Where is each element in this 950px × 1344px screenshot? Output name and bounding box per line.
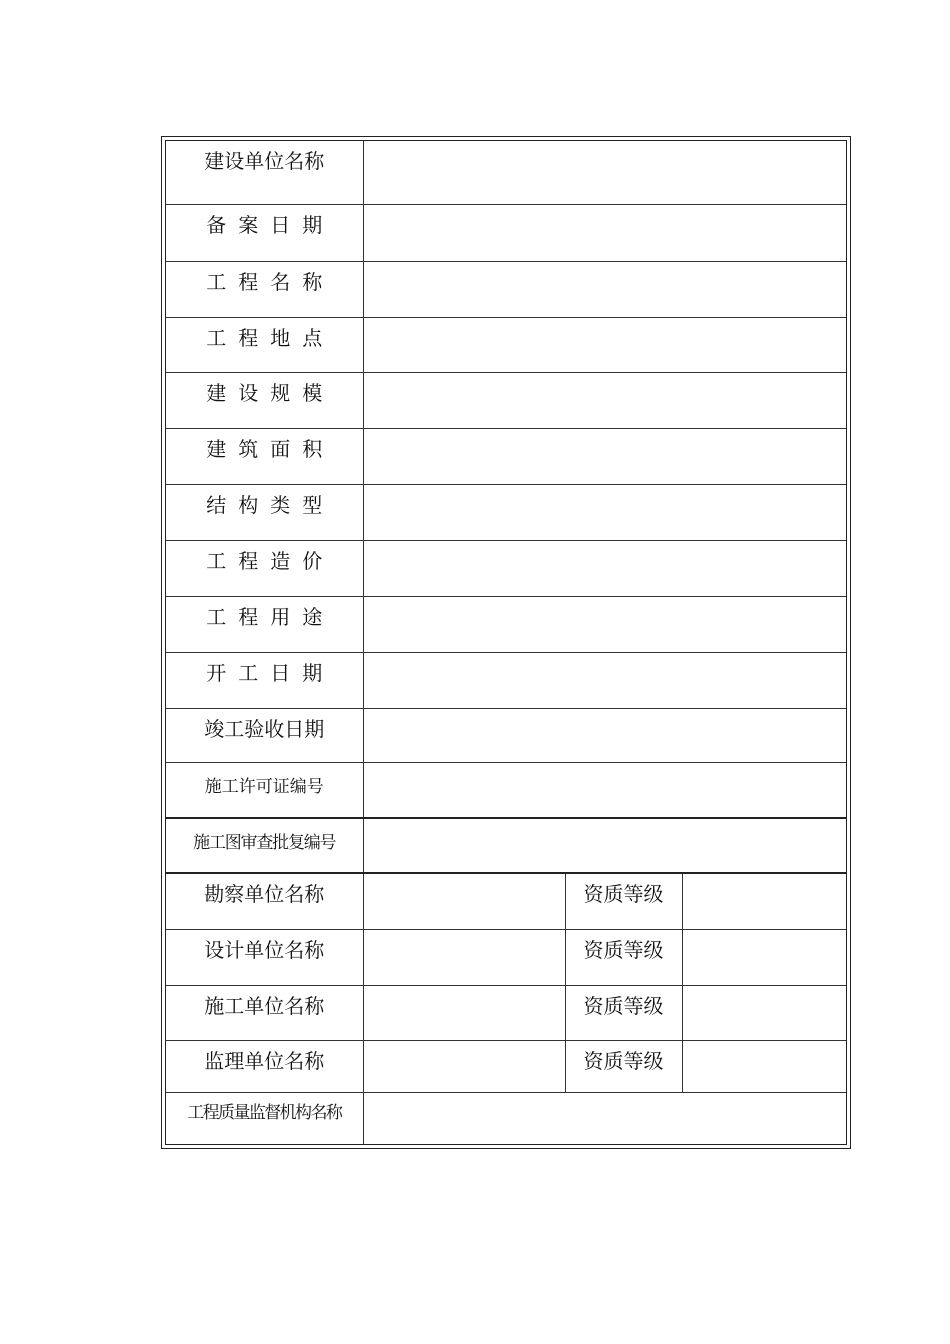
row-permit-number <box>166 762 846 818</box>
row-start-date <box>166 652 846 708</box>
row-builder-unit <box>166 985 846 1040</box>
row-drawing-review-number <box>166 818 846 873</box>
row-project-location <box>166 317 846 372</box>
label-supervisor-unit: 监理单位名称 <box>166 1040 363 1092</box>
value-design-qualification[interactable] <box>682 929 846 985</box>
label-permit-number: 施工许可证编号 <box>166 762 363 818</box>
value-builder-qualification[interactable] <box>682 985 846 1040</box>
label-builder-unit: 施工单位名称 <box>166 985 363 1040</box>
value-project-name[interactable] <box>363 261 846 317</box>
row-design-unit <box>166 929 846 985</box>
row-acceptance-date <box>166 708 846 762</box>
value-project-use[interactable] <box>363 596 846 652</box>
value-start-date[interactable] <box>363 652 846 708</box>
label-acceptance-date: 竣工验收日期 <box>166 708 363 762</box>
label-project-location: 工程地点 <box>166 317 363 372</box>
row-filing-date <box>166 204 846 261</box>
label-builder-qualification: 资质等级 <box>565 985 682 1040</box>
label-design-unit: 设计单位名称 <box>166 929 363 985</box>
value-quality-supervision-agency[interactable] <box>363 1092 846 1144</box>
value-filing-date[interactable] <box>363 204 846 261</box>
value-structure-type[interactable] <box>363 484 846 540</box>
label-structure-type: 结构类型 <box>166 484 363 540</box>
value-building-area[interactable] <box>363 428 846 484</box>
row-survey-unit <box>166 873 846 929</box>
record-form-inner <box>165 140 847 1145</box>
label-project-use: 工程用途 <box>166 596 363 652</box>
label-construction-scale: 建设规模 <box>166 372 363 428</box>
value-construction-scale[interactable] <box>363 372 846 428</box>
label-start-date: 开工日期 <box>166 652 363 708</box>
value-permit-number[interactable] <box>363 762 846 818</box>
row-structure-type <box>166 484 846 540</box>
row-construction-scale <box>166 372 846 428</box>
label-supervisor-qualification: 资质等级 <box>565 1040 682 1092</box>
label-project-name: 工程名称 <box>166 261 363 317</box>
value-acceptance-date[interactable] <box>363 708 846 762</box>
row-building-area <box>166 428 846 484</box>
label-survey-qualification: 资质等级 <box>565 873 682 929</box>
label-building-area: 建筑面积 <box>166 428 363 484</box>
value-survey-unit[interactable] <box>363 873 565 929</box>
value-builder-unit[interactable] <box>363 985 565 1040</box>
value-design-unit[interactable] <box>363 929 565 985</box>
row-quality-supervision-agency <box>166 1092 846 1144</box>
label-construction-unit: 建设单位名称 <box>166 141 363 204</box>
label-survey-unit: 勘察单位名称 <box>166 873 363 929</box>
record-table <box>166 141 846 1144</box>
label-design-qualification: 资质等级 <box>565 929 682 985</box>
row-project-cost <box>166 540 846 596</box>
value-project-location[interactable] <box>363 317 846 372</box>
record-form <box>161 136 851 1149</box>
value-project-cost[interactable] <box>363 540 846 596</box>
value-supervisor-unit[interactable] <box>363 1040 565 1092</box>
label-filing-date: 备案日期 <box>166 204 363 261</box>
row-project-use <box>166 596 846 652</box>
label-drawing-review-number: 施工图审查批复编号 <box>166 818 363 873</box>
label-project-cost: 工程造价 <box>166 540 363 596</box>
row-construction-unit <box>166 141 846 204</box>
value-survey-qualification[interactable] <box>682 873 846 929</box>
row-supervisor-unit <box>166 1040 846 1092</box>
label-quality-supervision-agency: 工程质量监督机构名称 <box>166 1092 363 1144</box>
row-project-name <box>166 261 846 317</box>
value-supervisor-qualification[interactable] <box>682 1040 846 1092</box>
value-construction-unit[interactable] <box>363 141 846 204</box>
value-drawing-review-number[interactable] <box>363 818 846 873</box>
